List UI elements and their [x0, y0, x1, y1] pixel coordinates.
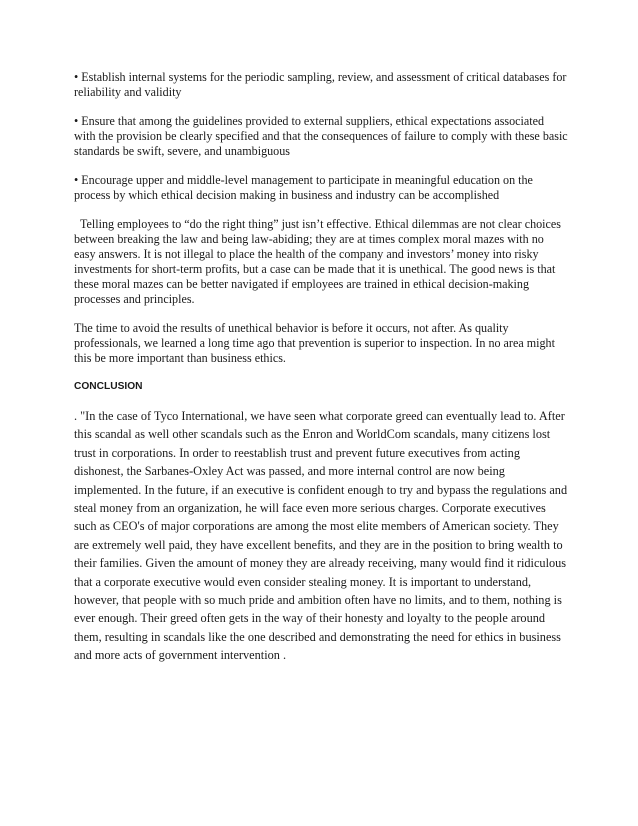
bullet-item-2: • Ensure that among the guidelines provided to external suppliers, ethical expectations associated with the provision be clearly specified and that the consequences of failure to comply with these basic standards be swift, severe, and unambiguous [74, 114, 568, 158]
bullet-item-3: • Encourage upper and middle-level management to participate in meaningful education on the process by which ethical decision making in business and industry can be accomplished [74, 173, 533, 202]
conclusion-paragraph: . "In the case of Tyco International, we have seen what corporate greed can eventually lead to. After this scandal as well other scandals such as the Enron and WorldCom scandals, many citizens lost trust in corporations. In order to reestablish trust and prevent future executives from acting dishonest, the Sarbanes-Oxley Act was passed, and more internal control are now being implemented. In the future, if an executive is confident enough to try and bypass the regulations and steal money from an organization, he will face even more serious charges. Corporate executives such as CEO's of major corporations are among the most elite members of American society. They are extremely well paid, they have excellent benefits, and they are in the position to bring wealth to their families. Given the amount of money they are already receiving, many would find it ridiculous that a corporate executive would even consider stealing money. It is important to understand, however, that people with so much pride and ambition often have no limits, and to them, nothing is ever enough. Their greed often gets in the way of their honesty and loyalty to the people around them, resulting in scandals like the one described and demonstrating the need for ethics in business and more acts of government intervention . [74, 409, 568, 663]
body-paragraph-1: Telling employees to “do the right thing” just isn’t effective. Ethical dilemmas are not clear choices between breaking the law and being law-abiding; they are at times complex moral mazes with no easy answers. It is not illegal to place the health of the company and investors’ money into risky investments for short-term profits, but a case can be made that it is unethical. The good news is that these moral mazes can be better navigated if employees are trained in ethical decision-making processes and principles. [74, 217, 561, 306]
document-page [74, 70, 568, 665]
bullet-item-1: • Establish internal systems for the periodic sampling, review, and assessment of critical databases for reliability and validity [74, 70, 567, 99]
conclusion-heading: CONCLUSION [74, 381, 143, 392]
body-paragraph-2: The time to avoid the results of unethical behavior is before it occurs, not after. As quality professionals, we learned a long time ago that prevention is superior to inspection. In no area might this be more important than business ethics. [74, 321, 555, 365]
